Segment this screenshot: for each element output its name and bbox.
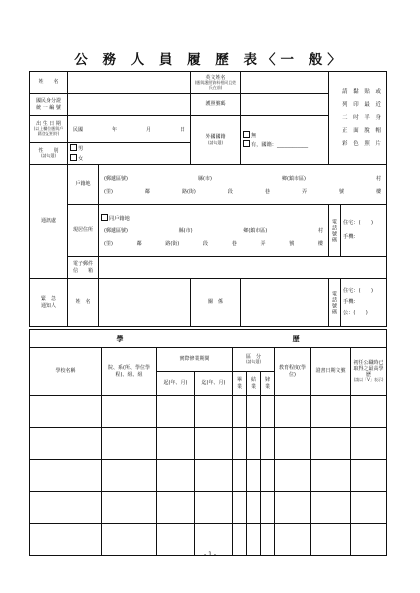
school-cell[interactable]	[30, 492, 102, 524]
birth-date-field[interactable]: 民國 年 月 日	[68, 116, 191, 143]
to-cell[interactable]	[195, 460, 233, 492]
from-cell[interactable]	[157, 396, 195, 428]
from-cell[interactable]	[157, 460, 195, 492]
category-header: 區 分 (請勾選)	[233, 348, 275, 372]
gender-options	[68, 143, 191, 165]
to-cell[interactable]	[195, 428, 233, 460]
photo-instruction: 彩 色 照 片	[342, 140, 383, 147]
completed-header: 結業	[247, 372, 261, 396]
education-row	[30, 460, 387, 492]
residence-phone-field[interactable]: 住宅：( ) 手機：	[341, 205, 387, 257]
checkbox-icon[interactable]	[101, 214, 108, 221]
foreign-nationality-options	[241, 116, 329, 165]
highest-cell[interactable]	[351, 492, 387, 524]
checkbox-icon[interactable]	[243, 140, 250, 147]
foreign-none-option[interactable]: 無	[243, 131, 326, 140]
highest-cell[interactable]	[351, 428, 387, 460]
from-cell[interactable]	[157, 492, 195, 524]
certificate-cell[interactable]	[311, 460, 351, 492]
photo-area	[329, 72, 387, 165]
school-name-header: 學校名稱	[30, 348, 102, 396]
gender-female-option[interactable]: 女	[70, 154, 188, 163]
degree-cell[interactable]	[275, 396, 311, 428]
address-label: 通訊處	[30, 165, 68, 279]
page-number: - 1 -	[204, 551, 216, 558]
education-row	[30, 492, 387, 524]
id-number-label: 國民身分證 統 一 編 號	[30, 94, 68, 116]
study-period-header: 實際修業期間	[157, 348, 233, 372]
english-name-field[interactable]	[241, 72, 329, 94]
school-cell[interactable]	[30, 396, 102, 428]
emergency-phone-label: 電話號碼	[329, 279, 341, 327]
school-cell[interactable]	[30, 428, 102, 460]
degree-cell[interactable]	[275, 428, 311, 460]
photo-instruction: 列 印 最 近	[342, 101, 383, 108]
birth-date-label: 出 生 日 期 (以上欄位應與戶籍登記相符)	[30, 116, 68, 143]
school-cell[interactable]	[30, 460, 102, 492]
degree-header: 教育程度(學位)	[275, 348, 311, 396]
certificate-cell[interactable]	[311, 428, 351, 460]
household-address-field[interactable]: (郵遞區號) 縣(市) 鄉(鎮市區) 村 (里) 鄰 路(街) 段 巷 弄 號 樓	[99, 165, 387, 205]
highest-cell[interactable]	[351, 460, 387, 492]
residence-address-field[interactable]: 同戶籍地 (郵遞區號) 縣(市) 鄉(鎮市區) 村 (里) 鄰 路(街) 段 巷 弄 號 樓	[99, 205, 329, 257]
department-header: 院、系(所、學位學程)、組、組	[102, 348, 157, 396]
foreign-nationality-label: 外國國籍 (請勾選)	[191, 116, 241, 165]
graduated-cell[interactable]	[233, 460, 247, 492]
department-cell[interactable]	[102, 460, 157, 492]
degree-cell[interactable]	[275, 492, 311, 524]
name-label: 姓 名	[30, 72, 68, 94]
highest-education-header: 初任公職時已取得之最高學歷 (請以「V」表示)	[351, 348, 387, 396]
english-name-label: 英文姓名 (應與護照資料相同且姓氏在前)	[191, 72, 241, 94]
checkbox-icon[interactable]	[243, 131, 250, 138]
relation-label: 關 係	[191, 279, 241, 327]
completed-cell[interactable]	[247, 396, 261, 428]
period-to-header: 迄(年、月)	[195, 372, 233, 396]
certificate-cell[interactable]	[311, 396, 351, 428]
education-banner: 學 歷	[30, 330, 387, 348]
photo-instruction: 正 面 脫 帽	[342, 127, 383, 134]
email-field[interactable]	[99, 257, 387, 279]
residence-address-label: 現居住所	[68, 205, 99, 257]
phone-label: 電話號碼	[329, 205, 341, 257]
dropped-cell[interactable]	[261, 396, 275, 428]
emergency-phone-field[interactable]: 住宅：( ) 手機： 公：( )	[341, 279, 387, 327]
period-from-header: 起(年、月)	[157, 372, 195, 396]
education-table	[29, 329, 387, 556]
degree-cell[interactable]	[275, 460, 311, 492]
graduated-cell[interactable]	[233, 428, 247, 460]
department-cell[interactable]	[102, 396, 157, 428]
personal-info-table	[29, 71, 387, 327]
checkbox-icon[interactable]	[70, 144, 77, 151]
foreign-yes-option[interactable]: 有，國籍：____________	[243, 140, 326, 149]
graduated-cell[interactable]	[233, 396, 247, 428]
photo-instruction: 請 黏 貼 或	[342, 88, 383, 95]
education-row	[30, 396, 387, 428]
completed-cell[interactable]	[247, 492, 261, 524]
passport-label: 護照號碼	[191, 94, 241, 116]
same-as-household-option[interactable]: 同戶籍地	[101, 214, 326, 223]
dropped-header: 肄業	[261, 372, 275, 396]
id-number-field[interactable]	[68, 94, 191, 116]
department-cell[interactable]	[102, 492, 157, 524]
checkbox-icon[interactable]	[70, 154, 77, 161]
dropped-cell[interactable]	[261, 428, 275, 460]
certificate-header: 證書日期文號	[311, 348, 351, 396]
highest-cell[interactable]	[351, 396, 387, 428]
to-cell[interactable]	[195, 492, 233, 524]
name-field[interactable]	[68, 72, 191, 94]
email-label: 電子郵件 信 箱	[68, 257, 99, 279]
graduated-cell[interactable]	[233, 492, 247, 524]
emergency-contact-label: 緊 急 通知人	[30, 279, 68, 327]
certificate-cell[interactable]	[311, 492, 351, 524]
household-address-label: 戶籍地	[68, 165, 99, 205]
emergency-name-field[interactable]	[99, 279, 191, 327]
dropped-cell[interactable]	[261, 492, 275, 524]
gender-label: 性 別 (請勾選)	[30, 143, 68, 165]
dropped-cell[interactable]	[261, 460, 275, 492]
gender-male-option[interactable]: 男	[70, 144, 188, 153]
photo-instruction: 二 吋 半 身	[342, 114, 383, 121]
emergency-name-label: 姓 名	[68, 279, 99, 327]
completed-cell[interactable]	[247, 460, 261, 492]
education-row	[30, 428, 387, 460]
graduated-header: 畢業	[233, 372, 247, 396]
relation-field[interactable]	[241, 279, 329, 327]
completed-cell[interactable]	[247, 428, 261, 460]
to-cell[interactable]	[195, 396, 233, 428]
department-cell[interactable]	[102, 428, 157, 460]
form-title: 公 務 人 員 履 歷 表〈一 般〉	[74, 52, 346, 68]
passport-field[interactable]	[241, 94, 329, 116]
from-cell[interactable]	[157, 428, 195, 460]
